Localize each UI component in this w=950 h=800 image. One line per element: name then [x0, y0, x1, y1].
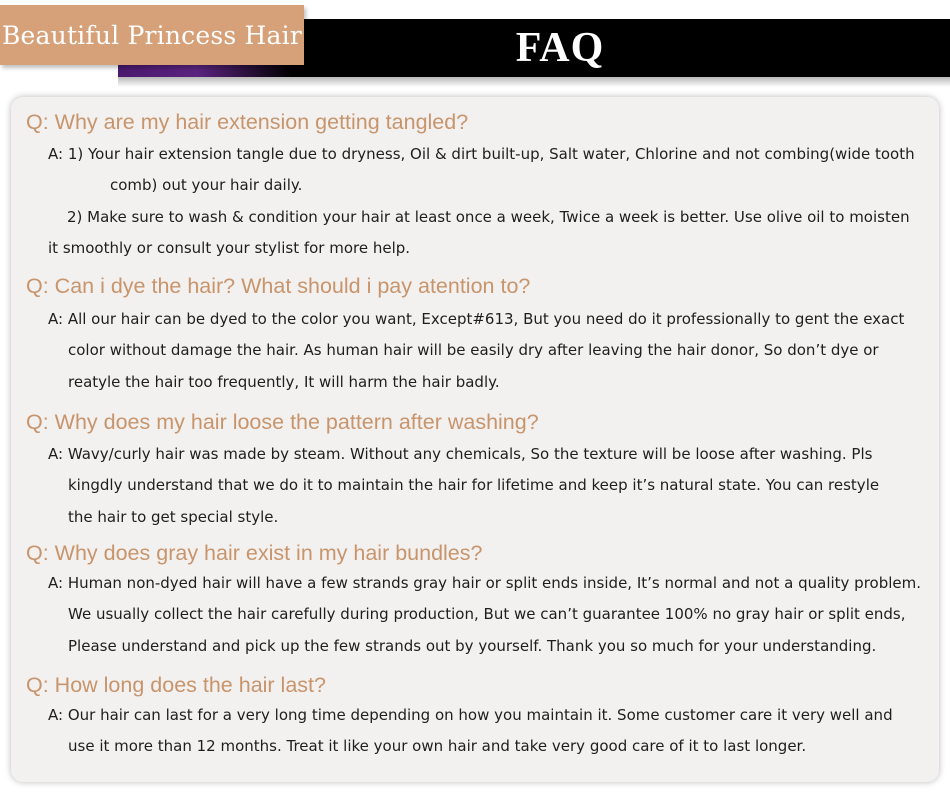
answer-line: A: Wavy/curly hair was made by steam. Without any chemicals, So the texture will be loose after washing. Pls — [48, 445, 873, 463]
header-shadow — [118, 77, 950, 87]
answer-line: it smoothly or consult your stylist for more help. — [48, 239, 411, 257]
faq-question-3: Q: Why does my hair loose the pattern after washing? — [26, 410, 539, 434]
faq-question-1: Q: Why are my hair extension getting tangled? — [26, 110, 469, 134]
answer-line: A: All our hair can be dyed to the color you want, Except#613, But you need do it professionally to gent the exact — [48, 310, 905, 328]
answer-line: use it more than 12 months. Treat it like your own hair and take very good care of it to last longer. — [68, 737, 807, 755]
answer-line: comb) out your hair daily. — [110, 176, 303, 194]
answer-line: We usually collect the hair carefully during production, But we can’t guarantee 100% no gray hair or split ends, — [68, 605, 906, 623]
answer-line: color without damage the hair. As human hair will be easily dry after leaving the hair donor, So don’t dye or — [68, 341, 879, 359]
answer-line: 2) Make sure to wash & condition your hair at least once a week, Twice a week is better. Use olive oil to moisten — [67, 208, 910, 226]
brand-logo-box — [0, 5, 304, 65]
page-title: FAQ — [515, 25, 605, 71]
answer-line: A: Human non-dyed hair will have a few strands gray hair or split ends inside, It’s normal and not a quality problem. — [48, 574, 922, 592]
faq-panel — [11, 97, 939, 782]
answer-line: the hair to get special style. — [68, 508, 279, 526]
faq-question-4: Q: Why does gray hair exist in my hair bundles? — [26, 541, 483, 565]
answer-line: Please understand and pick up the few strands out by yourself. Thank you so much for your understanding. — [68, 637, 877, 655]
answer-line: kingdly understand that we do it to maintain the hair for lifetime and keep it’s natural state. You can restyle — [68, 476, 880, 494]
brand-name: Beautiful Princess Hair — [1, 20, 303, 50]
answer-line: A: 1) Your hair extension tangle due to dryness, Oil & dirt built-up, Salt water, Chlorine and not combing(wide tooth — [48, 145, 915, 163]
faq-question-5: Q: How long does the hair last? — [26, 673, 326, 697]
faq-question-2: Q: Can i dye the hair? What should i pay atention to? — [26, 274, 531, 298]
answer-line: reatyle the hair too frequently, It will harm the hair badly. — [68, 373, 500, 391]
answer-line: A: Our hair can last for a very long time depending on how you maintain it. Some customer care it very well and — [48, 706, 893, 724]
